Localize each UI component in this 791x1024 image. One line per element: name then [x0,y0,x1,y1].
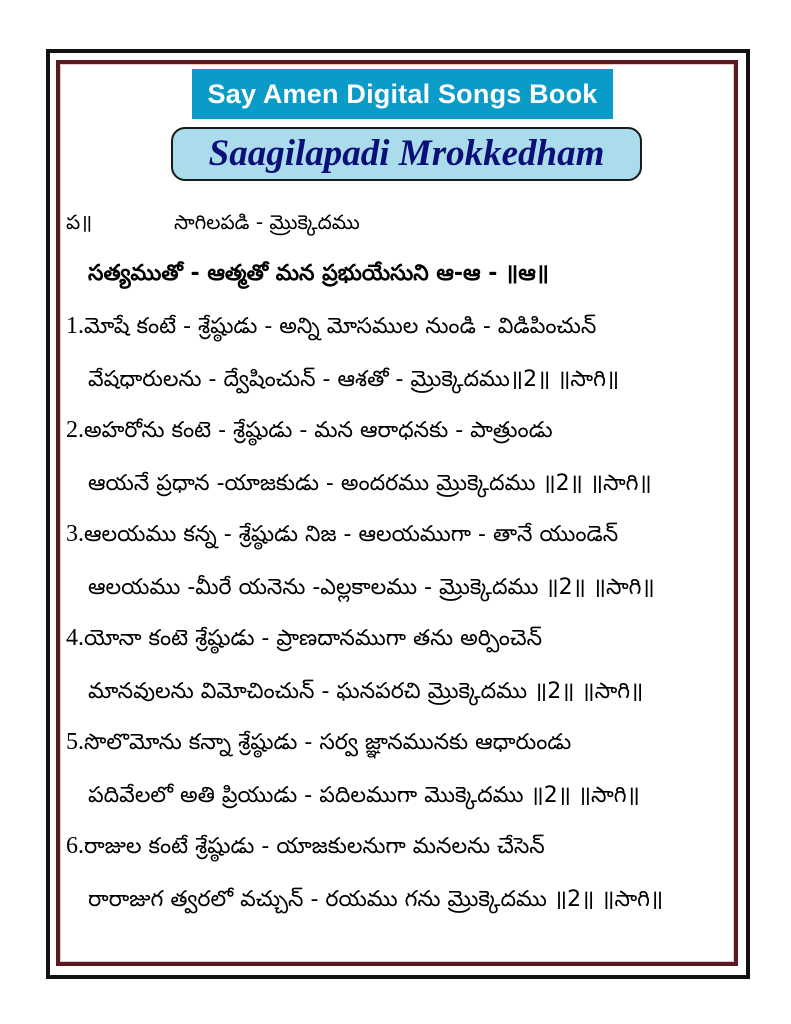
stanza-2-line-1 [66,410,553,451]
stanza-5-line-1 [66,722,571,763]
stanza-3-line-1 [66,514,618,555]
stanza-6-line-1 [66,826,545,867]
stanza-4-line-1 [66,618,542,659]
pallavi-label: ప॥ [66,210,93,234]
pallavi-title: సాగిలపడి - మ్రొక్కెదము [174,210,360,234]
stanza-number: 5. [66,729,84,755]
stanza-6-line-2: రారాజుగ త్వరలో వచ్చున్ - రయము గను మ్రొక్కెదము ॥2॥ ॥సాగి॥ [88,887,664,912]
stanza-number: 2. [66,417,84,443]
brand-banner: Say Amen Digital Songs Book [192,69,613,119]
stanza-2-line-2: ఆయనే ప్రధాన -యాజకుడు - అందరము మ్రొక్కెదము ॥2॥ ॥సాగి॥ [88,471,652,496]
stanza-text: రాజుల కంటే శ్రేష్ఠుడు - యాజకులనుగా మనలను చేసెన్ [84,834,545,859]
stanza-3-line-2: ఆలయము -మీరే యనెను -ఎల్లకాలము - మ్రొక్కెదము ॥2॥ ॥సాగి॥ [88,575,655,600]
stanza-text: మోషే కంటే - శ్రేష్ఠుడు - అన్ని మోసముల నుండి - విడిపించున్ [84,314,597,339]
stanza-text: యోనా కంటె శ్రేష్ఠుడు - ప్రాణదానముగా తను అర్పించెన్ [84,626,543,651]
stanza-number: 1. [66,313,84,339]
pallavi-line: సత్యముతో - ఆత్మతో మన ప్రభుయేసుని ఆ-ఆ - ॥ఆ॥ [88,261,549,286]
stanza-4-line-2: మానవులను విమోచించున్ - ఘనపరచి మ్రొక్కెదము ॥2॥ ॥సాగి॥ [88,679,644,704]
stanza-5-line-2: పదివేలలో అతి ప్రియుడు - పదిలముగా మొక్కెదము ॥2॥ ॥సాగి॥ [88,783,640,808]
stanza-number: 4. [66,625,84,651]
stanza-1-line-1 [66,306,596,347]
stanza-text: అహరోను కంటె - శ్రేష్ఠుడు - మన ఆరాధనకు - పాత్రుండు [84,418,553,443]
stanza-number: 3. [66,521,84,547]
stanza-text: సొలొమోను కన్నా శ్రేష్ఠుడు - సర్వ జ్ఞానమునకు ఆధారుండు [84,730,572,755]
stanza-1-line-2: వేషధారులను - ద్వేషించున్ - ఆశతో - మ్రొక్కెదము॥2॥ ॥సాగి॥ [88,367,620,392]
song-title: Saagilapadi Mrokkedham [171,127,642,181]
stanza-text: ఆలయము కన్న - శ్రేష్ఠుడు నిజ - ఆలయముగా - తానే యుండెన్ [84,522,619,547]
stanza-number: 6. [66,833,84,859]
